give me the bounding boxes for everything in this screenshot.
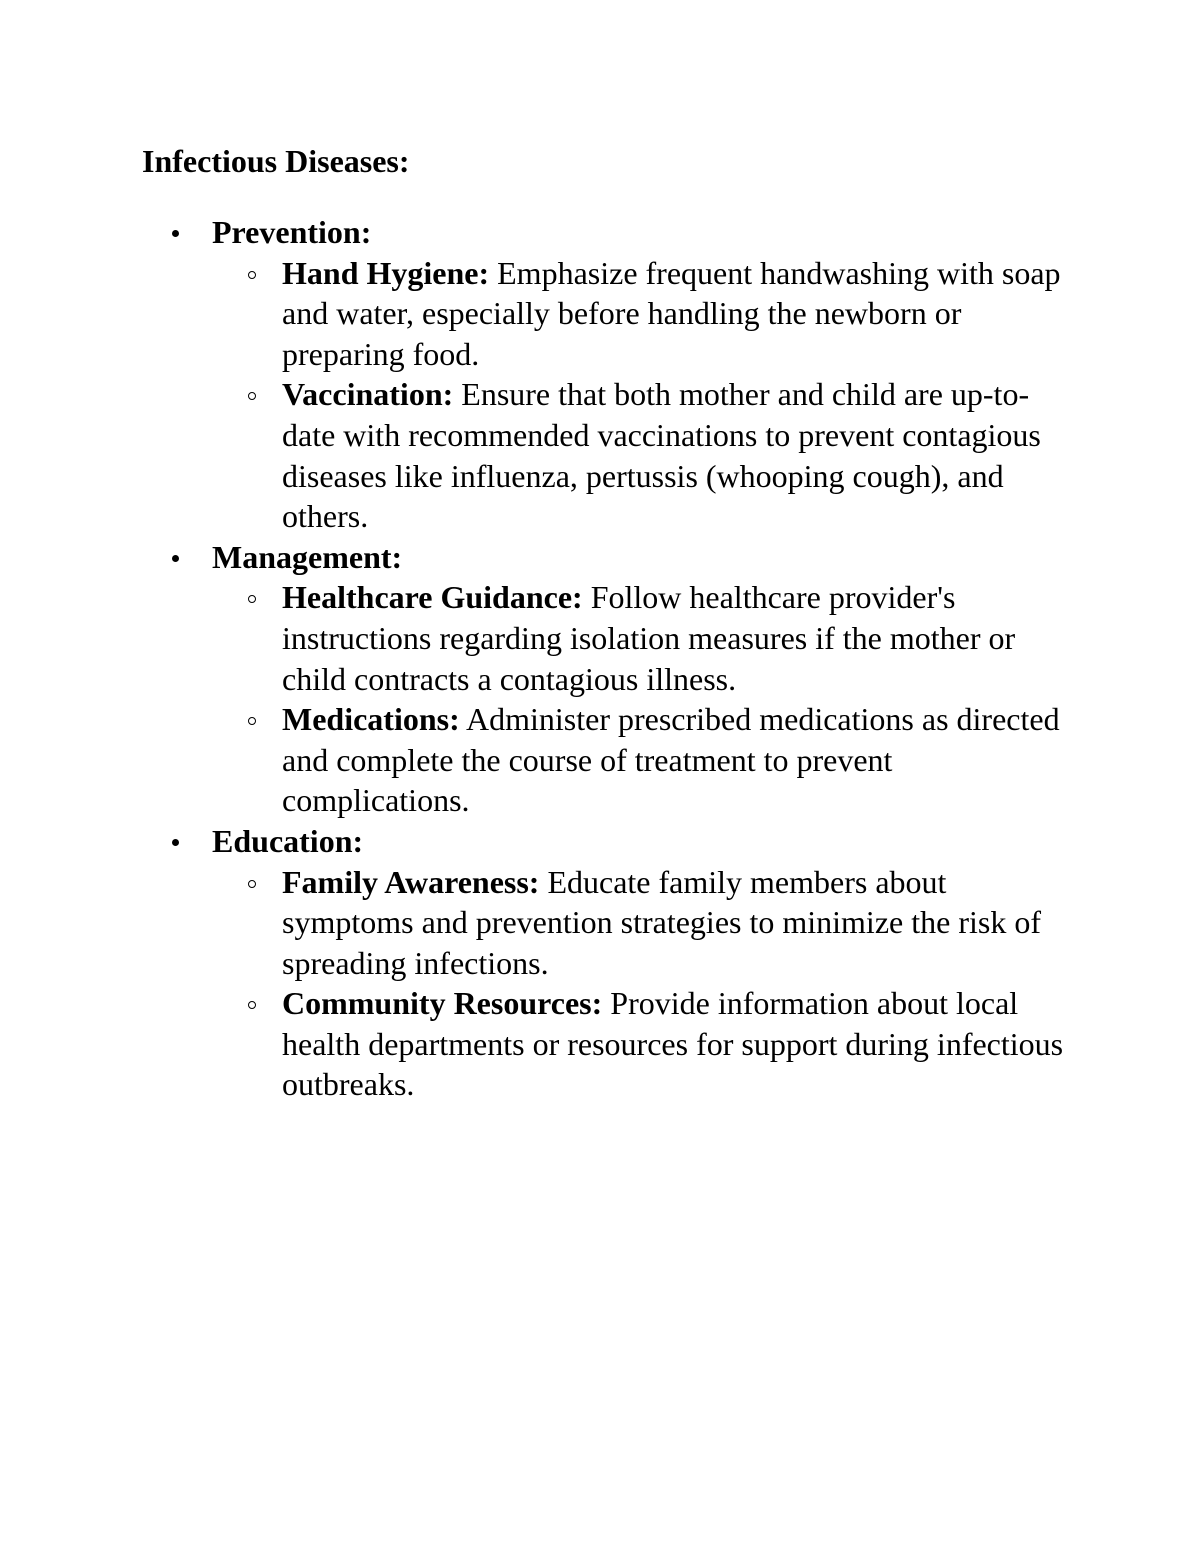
item-term: Vaccination: (282, 376, 454, 413)
item-term: Family Awareness: (282, 863, 540, 900)
section-education (0, 821, 1200, 1105)
circle-bullet-icon (248, 271, 256, 279)
list-item-text (282, 577, 1072, 699)
item-description: Follow healthcare provider's instructions regarding isolation measures if the mother or child contracts a contagious illness. (282, 579, 1016, 697)
section-list (0, 212, 1200, 1105)
list-item-community-resources (0, 983, 1072, 1105)
item-description: Emphasize frequent handwashing with soap and water, especially before handling the newborn or preparing food. (282, 254, 1061, 372)
section-heading-row (0, 537, 1200, 578)
list-item-medications (0, 699, 1072, 821)
list-item-text (282, 253, 1072, 375)
section-heading-row (0, 212, 1200, 253)
bullet-dot-icon (172, 555, 179, 562)
section-heading: Prevention: (212, 214, 372, 250)
bullet-dot-icon (172, 230, 179, 237)
circle-bullet-icon (248, 1001, 256, 1009)
list-item-hand-hygiene (0, 253, 1072, 375)
section-prevention (0, 212, 1200, 537)
list-item-family-awareness (0, 862, 1072, 984)
sub-item-list (0, 862, 1200, 1106)
item-description: Ensure that both mother and child are up-to-date with recommended vaccinations to prevent contagious diseases like influenza, pertussis (whooping cough), and others. (282, 376, 1041, 535)
list-item-healthcare-guidance (0, 577, 1072, 699)
list-item-text (282, 983, 1072, 1105)
bullet-dot-icon (172, 839, 179, 846)
circle-bullet-icon (248, 717, 256, 725)
sub-item-list (0, 253, 1200, 537)
section-management (0, 537, 1200, 821)
circle-bullet-icon (248, 392, 256, 400)
list-item-text (282, 374, 1072, 536)
list-item-vaccination (0, 374, 1072, 536)
item-description: Provide information about local health departments or resources for support during infectious outbreaks. (282, 985, 1064, 1103)
section-heading: Management: (212, 538, 403, 575)
circle-bullet-icon (248, 880, 256, 888)
item-term: Community Resources: (282, 985, 603, 1022)
list-item-text (282, 699, 1072, 821)
item-description: Administer prescribed medications as directed and complete the course of treatment to prevent complications. (282, 701, 1060, 819)
list-item-text (282, 862, 1072, 984)
item-description: Educate family members about symptoms and prevention strategies to minimize the risk of spreading infections. (282, 863, 1041, 981)
section-heading-row (0, 821, 1200, 862)
circle-bullet-icon (248, 595, 256, 603)
section-heading: Education: (212, 822, 364, 859)
item-term: Healthcare Guidance: (282, 579, 583, 616)
sub-item-list (0, 577, 1200, 821)
document-title: Infectious Diseases: (142, 143, 410, 179)
item-term: Hand Hygiene: (282, 254, 490, 291)
item-term: Medications: (282, 701, 460, 738)
